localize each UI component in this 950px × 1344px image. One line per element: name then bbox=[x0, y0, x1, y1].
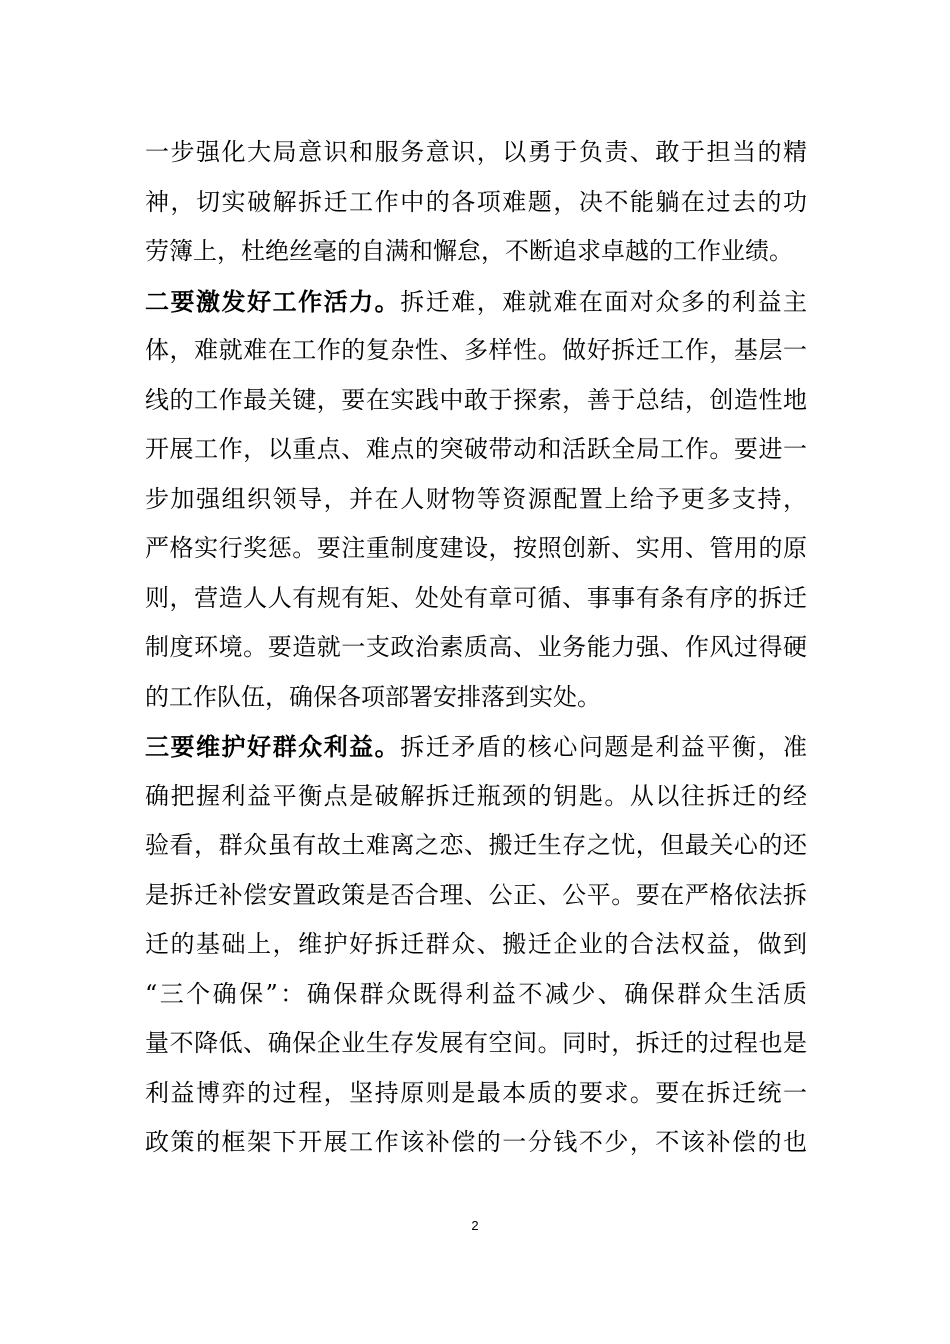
paragraph-3-first-line bbox=[145, 722, 807, 772]
text-line: 开展工作，以重点、难点的突破带动和活跃全局工作。要进一 bbox=[145, 435, 807, 463]
text-line: 制度环境。要造就一支政治素质高、业务能力强、作风过得硬 bbox=[145, 633, 807, 661]
text-line: 劳簿上，杜绝丝毫的自满和懈怠，不断追求卓越的工作业绩。 bbox=[145, 237, 793, 265]
body-text bbox=[145, 128, 807, 1168]
text-line: 则，营造人人有规有矩、处处有章可循、事事有条有序的拆迁 bbox=[145, 583, 807, 612]
text-line: 确把握利益平衡点是破解拆迁瓶颈的钥匙。从以往拆迁的经 bbox=[145, 781, 807, 810]
text-line: 验看，群众虽有故土难离之恋、搬迁生存之忧，但最关心的还 bbox=[145, 831, 807, 859]
text-line: 政策的框架下开展工作该补偿的一分钱不少，不该补偿的也 bbox=[145, 1128, 807, 1156]
page-number: 2 bbox=[471, 1218, 479, 1233]
text-line: 是拆迁补偿安置政策是否合理、公正、公平。要在严格依法拆 bbox=[145, 880, 807, 909]
paragraph-2-first-line bbox=[145, 277, 807, 327]
text-line: 线的工作最关键，要在实践中敢于探索，善于总结，创造性地 bbox=[145, 385, 807, 414]
text-line: “三个确保”：确保群众既得利益不减少、确保群众生活质 bbox=[145, 979, 807, 1008]
text-line: 一步强化大局意识和服务意识，以勇于负责、敢于担当的精 bbox=[145, 138, 807, 166]
text-line: 的工作队伍，确保各项部署安排落到实处。 bbox=[145, 682, 601, 711]
text-line: 步加强组织领导，并在人财物等资源配置上给予更多支持， bbox=[145, 484, 807, 513]
text-line: 量不降低、确保企业生存发展有空间。同时，拆迁的过程也是 bbox=[145, 1029, 807, 1057]
text-line: 体，难就难在工作的复杂性、多样性。做好拆迁工作，基层一 bbox=[145, 336, 807, 364]
text-line: 神，切实破解拆迁工作中的各项难题，决不能躺在过去的功 bbox=[145, 187, 807, 216]
section-heading-3: 三要维护好群众利益。 bbox=[145, 732, 401, 761]
text-line: 迁的基础上，维护好拆迁群众、搬迁企业的合法权益，做到 bbox=[145, 930, 807, 958]
text-line: 利益博弈的过程，坚持原则是最本质的要求。要在拆迁统一 bbox=[145, 1078, 807, 1107]
section-heading-2: 二要激发好工作活力。 bbox=[145, 286, 401, 316]
text-fragment: 拆迁矛盾的核心问题是利益平衡，准 bbox=[400, 733, 807, 761]
text-fragment: 拆迁难，难就难在面对众多的利益主 bbox=[400, 287, 807, 316]
text-line: 严格实行奖惩。要注重制度建设，按照创新、实用、管用的原 bbox=[145, 534, 807, 562]
